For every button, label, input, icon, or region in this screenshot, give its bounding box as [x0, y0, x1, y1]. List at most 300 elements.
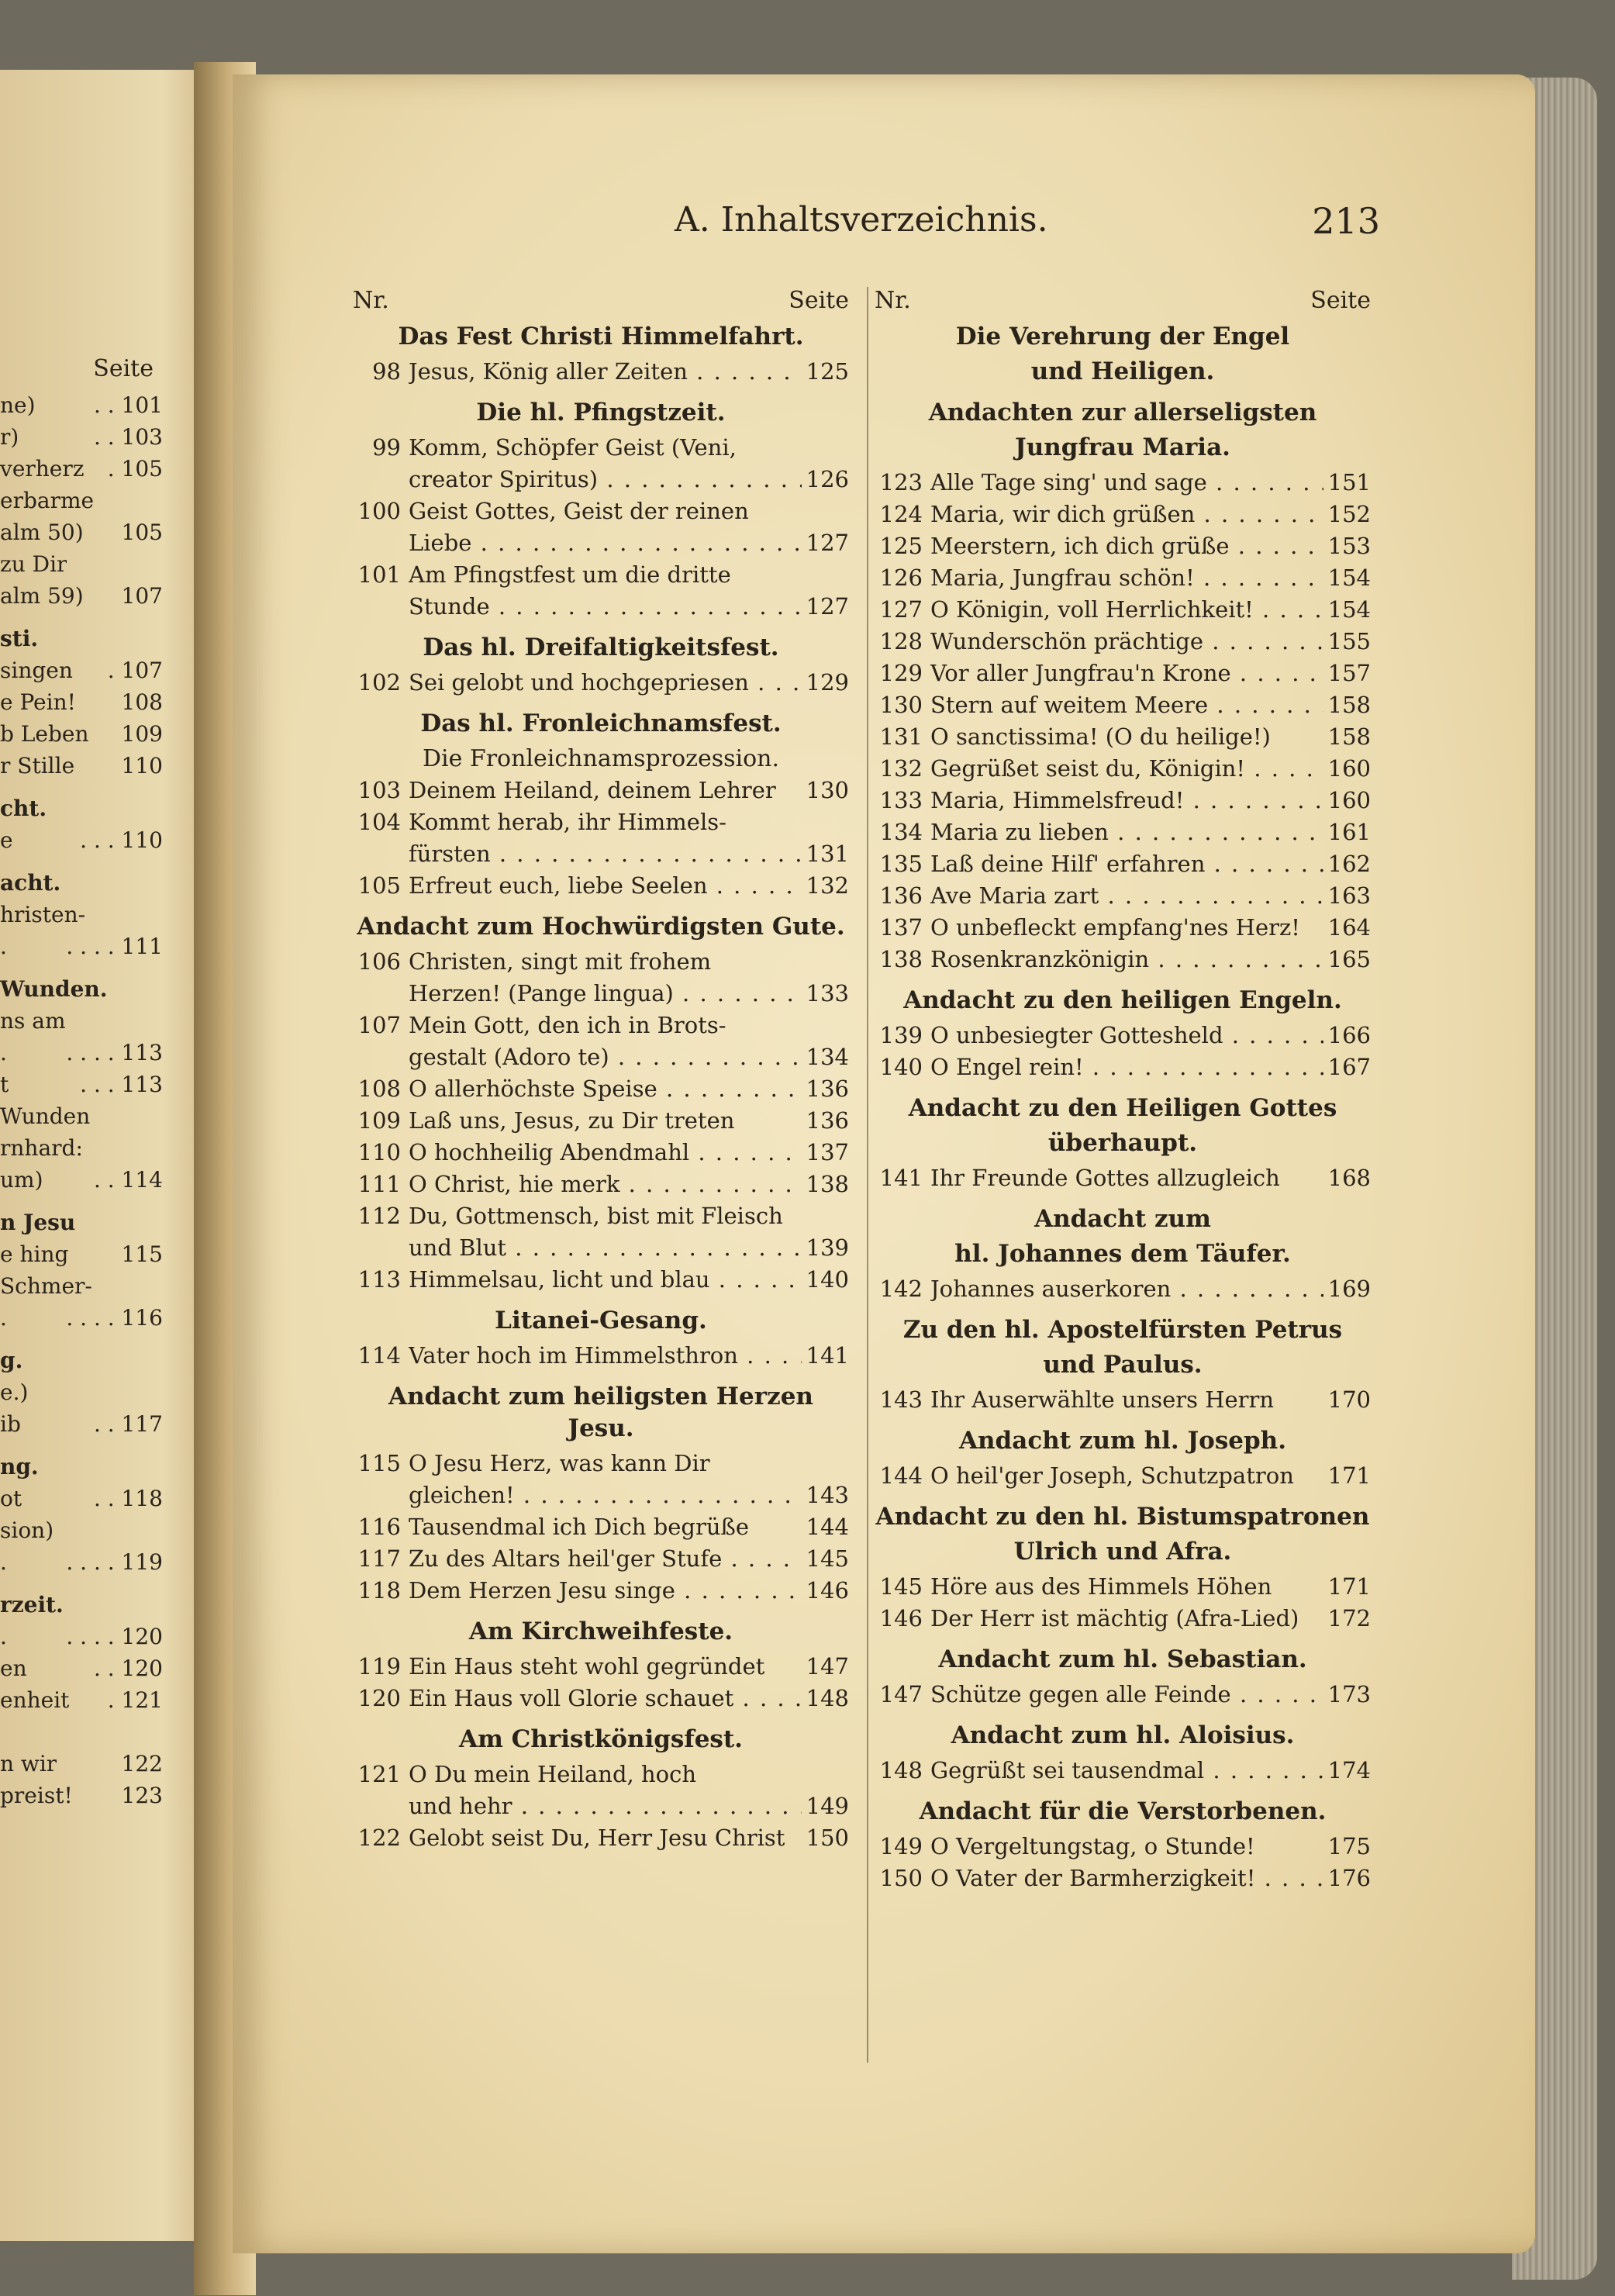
section-heading: Andacht zum hl. Sebastian.	[938, 1645, 1307, 1673]
entry-number: 134	[879, 819, 923, 845]
section-heading: Andacht zum	[1034, 1205, 1211, 1233]
entry-page: 160	[1327, 755, 1371, 782]
entry-title: Vater hoch im Himmelsthron . . .	[409, 1340, 802, 1372]
left-page-line	[0, 1132, 163, 1164]
entry-title: Maria, Jungfrau schön! . . .	[930, 562, 1323, 594]
left-page-line-text: r Stille	[0, 753, 75, 779]
toc-entry	[875, 880, 1371, 912]
section-heading: Die hl. Pfingstzeit.	[476, 399, 726, 426]
left-page-line	[0, 1652, 163, 1684]
toc-entry	[353, 1822, 849, 1854]
left-page-line-text: ot	[0, 1486, 22, 1511]
entry-title: Deinem Heiland, deinem Lehrer	[409, 777, 776, 803]
left-page-line-page: . . . 110	[80, 827, 163, 853]
entry-page: 132	[806, 872, 849, 899]
entry-title: Liebe . . .	[409, 527, 802, 559]
entry-title: Stern auf weitem Meere . . .	[930, 689, 1323, 721]
toc-entry	[875, 467, 1371, 499]
left-page-heading: sti.	[0, 626, 39, 651]
nr-label: Nr.	[353, 287, 389, 314]
left-page-heading: cht.	[0, 796, 47, 821]
section-heading: Die Verehrung der Engel	[955, 323, 1290, 350]
left-page-line-text: .	[0, 1549, 7, 1575]
entry-number: 101	[357, 561, 401, 588]
left-page-line-page: . . . 113	[80, 1072, 163, 1097]
entry-page: 169	[1327, 1276, 1371, 1302]
toc-entry	[353, 559, 849, 591]
entry-page: 173	[1327, 1681, 1371, 1707]
left-page-line-text: hristen-	[0, 902, 86, 927]
left-page-line-text: zu Dir	[0, 551, 67, 577]
left-page-line-text: .	[0, 1305, 7, 1331]
left-page-line	[0, 389, 163, 421]
entry-title: Tausendmal ich Dich begrüße	[409, 1514, 750, 1540]
entry-page: 141	[806, 1342, 849, 1369]
left-page-line-page: . 121	[107, 1687, 163, 1713]
left-page-heading: acht.	[0, 870, 61, 896]
entry-title: Stunde . . .	[409, 591, 802, 623]
left-page-line-text: ib	[0, 1411, 21, 1437]
left-page-line	[0, 548, 163, 580]
left-page-line	[0, 1408, 163, 1440]
left-page-line-page: 105	[121, 520, 163, 545]
entry-title: Jesus, König aller Zeiten . . .	[409, 356, 802, 388]
left-page-line-text: en	[0, 1656, 27, 1681]
toc-entry	[353, 1543, 849, 1575]
left-page-line-page: . . 103	[93, 424, 163, 450]
left-page-line-text: um)	[0, 1167, 43, 1193]
toc-entry	[875, 721, 1371, 753]
toc-entry	[875, 753, 1371, 785]
entry-number: 110	[357, 1139, 401, 1165]
toc-entry	[353, 1683, 849, 1714]
left-page-line	[0, 1684, 163, 1716]
toc-entry	[353, 1073, 849, 1105]
entry-page: 166	[1327, 1022, 1371, 1048]
left-page-line-text: verherz	[0, 456, 85, 482]
entry-page: 127	[806, 593, 849, 620]
toc-entry	[875, 1020, 1371, 1051]
entry-page: 175	[1327, 1833, 1371, 1859]
left-page-heading: Wunden.	[0, 976, 108, 1002]
entry-page: 167	[1327, 1054, 1371, 1080]
toc-entry	[353, 978, 849, 1010]
entry-title: Wunderschön prächtige . . .	[930, 626, 1323, 658]
section-heading: Andacht zu den heiligen Engeln.	[903, 986, 1342, 1014]
left-page-line-page: . . 101	[93, 392, 163, 418]
section-heading: Andacht zum Hochwürdigsten Gute.	[357, 913, 845, 941]
toc-entry	[353, 775, 849, 806]
entry-title: Ihr Freunde Gottes allzugleich	[930, 1165, 1280, 1191]
entry-title: O Engel rein! . . .	[930, 1051, 1323, 1083]
left-page-line	[0, 1238, 163, 1270]
entry-number: 129	[879, 660, 923, 686]
entry-title: Johannes auserkoren . . .	[930, 1273, 1323, 1305]
entry-title: Maria zu lieben . . .	[930, 817, 1323, 848]
toc-entry	[875, 785, 1371, 817]
entry-title: Gelobt seist Du, Herr Jesu Christ	[409, 1825, 785, 1851]
entry-title: Höre aus des Himmels Höhen	[930, 1573, 1272, 1600]
entry-number: 114	[357, 1342, 401, 1369]
entry-title: Laß deine Hilf' erfahren . . .	[930, 848, 1323, 880]
left-page-line	[0, 686, 163, 718]
toc-entry	[353, 495, 849, 527]
left-page-line	[0, 750, 163, 782]
left-page-line	[0, 1514, 163, 1546]
entry-number: 145	[879, 1573, 923, 1600]
entry-page: 149	[806, 1793, 849, 1819]
left-page-line-text: erbarme	[0, 488, 95, 513]
entry-number: 104	[357, 809, 401, 835]
left-page-line-text: alm 50)	[0, 520, 84, 545]
left-page-line-page: 115	[121, 1241, 163, 1267]
entry-title: Christen, singt mit frohem	[409, 948, 712, 975]
entry-page: 145	[806, 1545, 849, 1572]
left-page-line-text: .	[0, 934, 7, 959]
left-page-line-text: sion)	[0, 1517, 54, 1543]
left-page-line-page: . . . . 120	[66, 1624, 163, 1649]
left-page-line	[0, 1748, 163, 1780]
entry-page: 157	[1327, 660, 1371, 686]
section-heading: und Paulus.	[1043, 1351, 1203, 1379]
section-heading: Litanei-Gesang.	[495, 1307, 707, 1334]
left-page-line-text: e Pein!	[0, 689, 76, 715]
left-page-line-page: 110	[121, 753, 163, 779]
toc-entry	[875, 689, 1371, 721]
left-page-line-text: .	[0, 1624, 7, 1649]
left-page-line-page: . . 114	[93, 1167, 163, 1193]
entry-number: 126	[879, 565, 923, 591]
toc-entry	[875, 1603, 1371, 1635]
left-page-line	[0, 453, 163, 485]
entry-page: 165	[1327, 946, 1371, 972]
left-page-line-page: . . . . 113	[66, 1040, 163, 1065]
left-page-line	[0, 1621, 163, 1652]
entry-number: 108	[357, 1075, 401, 1102]
left-page-line	[0, 485, 163, 516]
entry-title: Komm, Schöpfer Geist (Veni,	[409, 434, 737, 461]
left-page-line	[0, 1037, 163, 1069]
entry-title: Gegrüßet seist du, Königin! . . .	[930, 753, 1323, 785]
entry-page: 130	[806, 777, 849, 803]
entry-page: 125	[806, 358, 849, 385]
left-page-line	[0, 930, 163, 962]
entry-title: Kommt herab, ihr Himmels-	[409, 809, 726, 835]
entry-page: 139	[806, 1234, 849, 1261]
left-page-heading: g.	[0, 1348, 23, 1373]
entry-title: O Vater der Barmherzigkeit! . . .	[930, 1863, 1323, 1894]
toc-entry	[875, 594, 1371, 626]
left-page-line	[0, 1780, 163, 1811]
toc-entry	[875, 1863, 1371, 1894]
entry-number: 144	[879, 1462, 923, 1489]
entry-title: O Königin, voll Herrlichkeit! . . .	[930, 594, 1323, 626]
left-page-line	[0, 718, 163, 750]
section-heading: Andacht zu den Heiligen Gottes	[908, 1094, 1337, 1122]
entry-title: und hehr . . .	[409, 1790, 802, 1822]
entry-page: 174	[1327, 1757, 1371, 1783]
entry-title: Ein Haus steht wohl gegründet	[409, 1653, 765, 1680]
toc-entry	[875, 1384, 1371, 1416]
toc-entry	[353, 1169, 849, 1200]
entry-page: 160	[1327, 787, 1371, 813]
entry-page: 143	[806, 1482, 849, 1508]
toc-entry	[353, 1479, 849, 1511]
toc-entry	[353, 838, 849, 870]
toc-entry	[875, 1831, 1371, 1863]
toc-entry	[353, 667, 849, 699]
entry-title: Laß uns, Jesus, zu Dir treten	[409, 1107, 735, 1134]
entry-number: 128	[879, 628, 923, 654]
entry-title: Ihr Auserwählte unsers Herrn	[930, 1386, 1275, 1413]
left-page-line-text: e	[0, 827, 13, 853]
section-heading: Am Kirchweihfeste.	[468, 1618, 733, 1645]
entry-number: 118	[357, 1577, 401, 1604]
entry-page: 162	[1327, 851, 1371, 877]
entry-title: Mein Gott, den ich in Brots-	[409, 1012, 726, 1038]
entry-number: 143	[879, 1386, 923, 1413]
section-heading: Andacht zu den hl. Bistumspatronen	[875, 1503, 1370, 1531]
subsection-heading: Die Fronleichnamsprozession.	[422, 745, 780, 772]
entry-title: Geist Gottes, Geist der reinen	[409, 498, 749, 524]
entry-page: 136	[806, 1075, 849, 1102]
left-page-line	[0, 1716, 163, 1748]
toc-entry	[353, 464, 849, 495]
entry-number: 139	[879, 1022, 923, 1048]
left-page-line-text: b Leben	[0, 721, 89, 747]
left-page-line-text: ne)	[0, 392, 36, 418]
entry-page: 154	[1327, 596, 1371, 623]
entry-number: 116	[357, 1514, 401, 1540]
entry-title: Erfreut euch, liebe Seelen . . .	[409, 870, 802, 902]
toc-column-left	[353, 281, 849, 1854]
toc-entry	[875, 912, 1371, 944]
left-page-line-text: Schmer-	[0, 1273, 92, 1299]
left-page-line-text: enheit	[0, 1687, 70, 1713]
left-page-line-page: 107	[121, 583, 163, 609]
column-divider	[867, 287, 868, 2063]
entry-number: 140	[879, 1054, 923, 1080]
left-page-line-page: 122	[121, 1751, 163, 1776]
entry-title: O Vergeltungstag, o Stunde!	[930, 1833, 1255, 1859]
toc-entry	[875, 530, 1371, 562]
entry-title: Vor aller Jungfrau'n Krone . . .	[930, 658, 1323, 689]
entry-number: 122	[357, 1825, 401, 1851]
left-page-line	[0, 899, 163, 930]
left-page-line-text: e.)	[0, 1379, 29, 1405]
entry-number: 109	[357, 1107, 401, 1134]
toc-entry	[353, 870, 849, 902]
entry-page: 138	[806, 1171, 849, 1197]
left-page-line	[0, 1069, 163, 1100]
entry-number: 130	[879, 692, 923, 718]
entry-page: 170	[1327, 1386, 1371, 1413]
entry-number: 117	[357, 1545, 401, 1572]
toc-entry	[353, 1759, 849, 1790]
left-page-line-text: e hing	[0, 1241, 69, 1267]
left-page-line-page: 123	[121, 1783, 163, 1808]
entry-title: Du, Gottmensch, bist mit Fleisch	[409, 1203, 783, 1229]
toc-entry	[353, 1010, 849, 1041]
left-page-line	[0, 516, 163, 548]
entry-title: gestalt (Adoro te) . . .	[409, 1041, 802, 1073]
toc-entry	[875, 1755, 1371, 1787]
column-header	[875, 281, 1371, 321]
entry-number: 136	[879, 882, 923, 909]
entry-number: 148	[879, 1757, 923, 1783]
left-page-line	[0, 1270, 163, 1302]
entry-page: 176	[1327, 1865, 1371, 1891]
section-heading: hl. Johannes dem Täufer.	[954, 1240, 1291, 1268]
section-heading: Am Christkönigsfest.	[459, 1725, 743, 1753]
entry-number: 106	[357, 948, 401, 975]
entry-title: Ave Maria zart . . .	[930, 880, 1323, 912]
entry-page: 144	[806, 1514, 849, 1540]
left-page-line	[0, 1483, 163, 1514]
entry-page: 150	[806, 1825, 849, 1851]
entry-page: 158	[1327, 723, 1371, 750]
entry-number: 119	[357, 1653, 401, 1680]
entry-title: Schütze gegen alle Feinde . . .	[930, 1679, 1323, 1711]
toc-entry	[875, 817, 1371, 848]
left-page-line-page: . . 120	[93, 1656, 163, 1681]
entry-number: 137	[879, 914, 923, 941]
entry-title: O sanctissima! (O du heilige!)	[930, 723, 1271, 750]
toc-entry	[353, 1340, 849, 1372]
toc-entry	[353, 1575, 849, 1607]
toc-entry	[875, 1051, 1371, 1083]
toc-entry	[353, 1511, 849, 1543]
left-page-line-text: .	[0, 1040, 7, 1065]
entry-number: 150	[879, 1865, 923, 1891]
left-page-line-page: 109	[121, 721, 163, 747]
entry-title: O Jesu Herz, was kann Dir	[409, 1450, 710, 1476]
page-title: A. Inhaltsverzeichnis.	[675, 200, 1048, 240]
left-page-line-text: alm 59)	[0, 583, 84, 609]
left-page-line-page: . . . . 111	[66, 934, 163, 959]
left-page-line	[0, 1100, 163, 1132]
left-page-line	[0, 654, 163, 686]
entry-title: Himmelsau, licht und blau . . .	[409, 1264, 802, 1296]
section-heading: Andacht zum heiligsten Herzen Jesu.	[388, 1383, 813, 1442]
toc-list-left	[353, 321, 849, 1854]
left-page-seite-label: Seite	[93, 355, 154, 382]
entry-title: O unbefleckt empfang'nes Herz!	[930, 914, 1300, 941]
entry-title: O hochheilig Abendmahl . . .	[409, 1137, 802, 1169]
entry-title: und Blut . . .	[409, 1232, 802, 1264]
toc-entry	[875, 562, 1371, 594]
entry-number: 135	[879, 851, 923, 877]
entry-number: 115	[357, 1450, 401, 1476]
entry-title: O allerhöchste Speise . . .	[409, 1073, 802, 1105]
entry-number: 113	[357, 1266, 401, 1293]
left-page-line-text: t	[0, 1072, 9, 1097]
left-page-line-page: . 105	[107, 456, 163, 482]
toc-entry	[353, 1232, 849, 1264]
left-page-line-page: . . . . 119	[66, 1549, 163, 1575]
toc-entry	[353, 1137, 849, 1169]
section-heading: und Heiligen.	[1030, 357, 1215, 385]
entry-number: 100	[357, 498, 401, 524]
entry-page: 146	[806, 1577, 849, 1604]
entry-title: Sei gelobt und hochgepriesen . . .	[409, 667, 802, 699]
seite-label: Seite	[789, 287, 849, 314]
left-page-text	[0, 349, 163, 1811]
left-page-line-page: 108	[121, 689, 163, 715]
toc-entry	[875, 848, 1371, 880]
left-page-line	[0, 824, 163, 856]
entry-page: 151	[1327, 469, 1371, 495]
entry-title: gleichen! . . .	[409, 1479, 802, 1511]
left-page-line	[0, 1376, 163, 1408]
section-heading: Andacht für die Verstorbenen.	[919, 1797, 1327, 1825]
entry-page: 136	[806, 1107, 849, 1134]
toc-entry	[875, 1273, 1371, 1305]
entry-number: 147	[879, 1681, 923, 1707]
toc-entry	[353, 1651, 849, 1683]
entry-number: 121	[357, 1761, 401, 1787]
section-heading: Das Fest Christi Himmelfahrt.	[398, 323, 804, 350]
toc-entry	[353, 432, 849, 464]
toc-entry	[875, 499, 1371, 530]
section-heading: überhaupt.	[1047, 1129, 1198, 1157]
toc-entry	[353, 1105, 849, 1137]
seite-label: Seite	[1310, 287, 1371, 314]
entry-page: 127	[806, 530, 849, 556]
entry-title: creator Spiritus) . . .	[409, 464, 802, 495]
entry-number: 131	[879, 723, 923, 750]
entry-title: Ein Haus voll Glorie schauet . . .	[409, 1683, 802, 1714]
left-page-line-text: rnhard:	[0, 1135, 83, 1161]
toc-entry	[353, 806, 849, 838]
left-page-line-text: ns am	[0, 1008, 66, 1034]
entry-page: 168	[1327, 1165, 1371, 1191]
section-heading: Zu den hl. Apostelfürsten Petrus	[902, 1316, 1343, 1344]
entry-title: O Du mein Heiland, hoch	[409, 1761, 696, 1787]
section-heading: Andacht zum hl. Aloisius.	[951, 1721, 1295, 1749]
section-heading: Jungfrau Maria.	[1015, 433, 1230, 461]
left-page-line	[0, 1546, 163, 1578]
entry-title: Alle Tage sing' und sage . . .	[930, 467, 1323, 499]
section-heading: Andachten zur allerseligsten	[928, 399, 1317, 426]
entry-page: 137	[806, 1139, 849, 1165]
left-page-line-text: singen	[0, 658, 73, 683]
entry-page: 140	[806, 1266, 849, 1293]
left-page-line-page: . 107	[107, 658, 163, 683]
entry-title: Zu des Altars heil'ger Stufe . . .	[409, 1543, 802, 1575]
entry-number: 112	[357, 1203, 401, 1229]
toc-entry	[875, 658, 1371, 689]
left-page-line	[0, 421, 163, 453]
entry-title: Maria, wir dich grüßen . . .	[930, 499, 1323, 530]
entry-page: 172	[1327, 1605, 1371, 1631]
entry-number: 146	[879, 1605, 923, 1631]
entry-number: 132	[879, 755, 923, 782]
entry-number: 133	[879, 787, 923, 813]
left-page-line	[0, 580, 163, 612]
entry-title: fürsten . . .	[409, 838, 802, 870]
left-page-heading: n Jesu	[0, 1210, 76, 1235]
section-heading: Das hl. Dreifaltigkeitsfest.	[423, 634, 779, 661]
entry-number: 138	[879, 946, 923, 972]
entry-title: Gegrüßt sei tausendmal . . .	[930, 1755, 1323, 1787]
toc-entry	[353, 1200, 849, 1232]
nr-label: Nr.	[875, 287, 911, 314]
toc-entry	[875, 1460, 1371, 1492]
left-page-line-text: preist!	[0, 1783, 73, 1808]
entry-page: 158	[1327, 692, 1371, 718]
toc-entry	[875, 944, 1371, 975]
